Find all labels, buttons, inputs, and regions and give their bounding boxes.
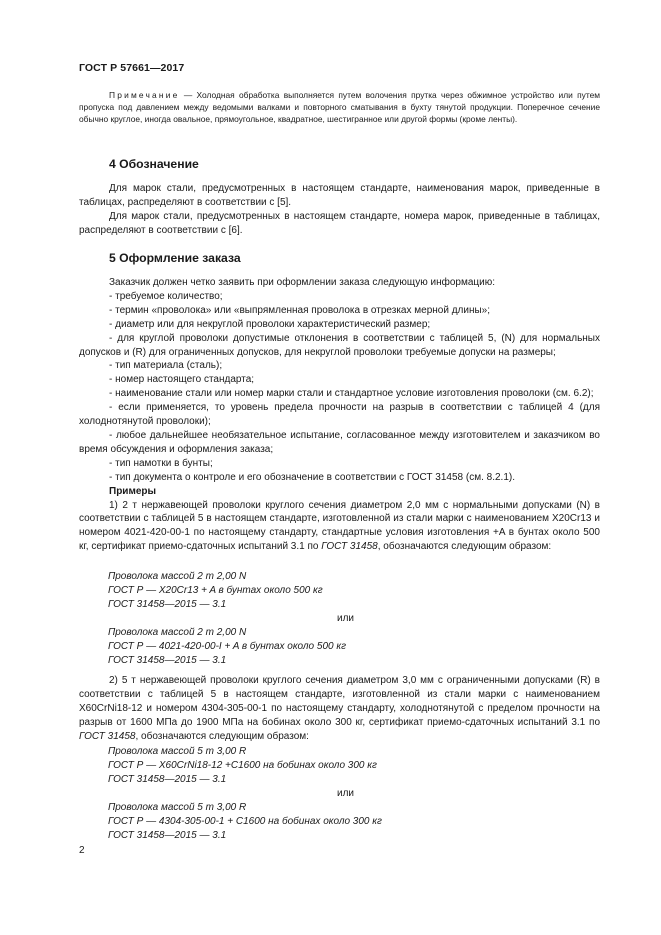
example-1-text: 1) 2 т нержавеющей проволоки круглого сечения диаметром 2,0 мм с нормальными допусками (N) в соответствии с таблицей 5 в настоящем стандарте, изготовленной из стали марки с наименованием X20Cr13 и номером 4021-420-00-1 по настоящему стандарту, стандартные условия изготовления +A в бунтах около 500 кг, сертификат приемо-сдаточных испытаний 3.1 по ГОСТ 31458, обозначаются следующим образом: — [79, 499, 600, 553]
document-header: ГОСТ Р 57661—2017 — [79, 62, 185, 74]
section-4-paragraph-2 — [79, 210, 600, 238]
example-1-line: Проволока массой 2 т 2,00 N — [108, 627, 247, 638]
section-5-intro: Заказчик должен четко заявить при оформлении заказа следующую информацию: — [109, 277, 496, 288]
page-number: 2 — [79, 845, 85, 856]
section-5-heading: 5 Оформление заказа — [109, 251, 241, 265]
example-1-or: или — [337, 613, 355, 624]
note-text: — Холодная обработка выполняется путем волочения прутка через обжимное устройство или путем пропуска под давлением между ведомыми валками и повторного сматывания в бухту тянутой продукции. Поперечное сечение обычно круглое, иногда овальное, прямоугольное, квадратное, шестигранное или другой формы (кроме ленты). — [79, 90, 600, 125]
example-2-line: Проволока массой 5 т 3,00 R — [108, 746, 247, 757]
example-2-text: 2) 5 т нержавеющей проволоки круглого сечения диаметром 3,0 мм с ограниченными допусками (R) в соответствии с таблицей 5 в настоящем стандарте, изготовленной из стали марки с наименованием X60CrNi18-12 и номером 4304-305-00-1 по настоящему стандарту, холоднотянутой с пределом прочности на разрыв от 1600 МПа до 1900 МПа на бобинах около 300 кг, сертификат приемо-сдаточных испытаний 3.1 по ГОСТ 31458, обозначаются следующим образом: — [79, 675, 600, 742]
section-4-paragraph-1 — [79, 182, 600, 210]
example-2-line: Проволока массой 5 т 3,00 R — [108, 802, 247, 813]
example-2-line: ГОСТ Р — X60CrNi18-12 +C1600 на бобинах около 300 кг — [108, 760, 377, 771]
example-1-line: ГОСТ Р — 4021-420-00-I + A в бунтах около 500 кг — [108, 641, 346, 652]
example-1-line: ГОСТ 31458—2015 — 3.1 — [108, 599, 227, 610]
list-item: - диаметр или для некруглой проволоки характеристический размер; — [109, 318, 431, 330]
list-item: - тип документа о контроле и его обозначение в соответствии с ГОСТ 31458 (см. 8.2.1). — [109, 471, 515, 483]
section-4-paragraph-1-text: Для марок стали, предусмотренных в настоящем стандарте, наименования марок, приведенные в таблицах, распределяют в соответствии с [5]. — [79, 183, 600, 208]
list-item: - любое дальнейшее необязательное испытание, согласованное между изготовителем и заказчиком во время обсуждения и оформления заказа; — [79, 429, 600, 455]
section-4-paragraph-2-text: Для марок стали, предусмотренных в настоящем стандарте, номера марок, приведенные в таблицах, распределяют в соответствии с [6]. — [79, 211, 600, 236]
list-item: - термин «проволока» или «выпрямленная проволока в отрезках мерной длины»; — [109, 304, 491, 316]
list-item: - тип материала (сталь); — [109, 360, 223, 372]
section-4-heading: 4 Обозначение — [109, 157, 199, 171]
example-1-line: Проволока массой 2 т 2,00 N — [108, 571, 247, 582]
list-item: - наименование стали или номер марки стали и стандартное условие изготовления проволоки (см. 6.2); — [109, 388, 594, 400]
example-2-line: ГОСТ Р — 4304-305-00-1 + C1600 на бобинах около 300 кг — [108, 816, 382, 827]
list-item: - требуемое количество; — [109, 290, 223, 302]
example-2-line: ГОСТ 31458—2015 — 3.1 — [108, 774, 227, 785]
note-label: Примечание — [109, 90, 180, 100]
section-5-body — [79, 276, 600, 554]
example-2-line: ГОСТ 31458—2015 — 3.1 — [108, 830, 227, 841]
example-2-or: или — [337, 788, 355, 799]
examples-label: Примеры — [109, 485, 157, 497]
list-item: - для круглой проволоки допустимые отклонения в соответствии с таблицей 5, (N) для нормальных допусков и (R) для ограниченных допусков, для некруглой проволоки требуемые допуски на размеры; — [79, 332, 600, 358]
list-item: - номер настоящего стандарта; — [109, 374, 255, 386]
list-item: - тип намотки в бунты; — [109, 457, 213, 469]
example-1-line: ГОСТ Р — X20Cr13 + A в бунтах около 500 кг — [108, 585, 323, 596]
note-paragraph — [79, 89, 600, 126]
list-item: - если применяется, то уровень предела прочности на разрыв в соответствии с таблицей 4 (для холоднотянутой проволоки); — [79, 402, 600, 428]
example-1-line: ГОСТ 31458—2015 — 3.1 — [108, 655, 227, 666]
